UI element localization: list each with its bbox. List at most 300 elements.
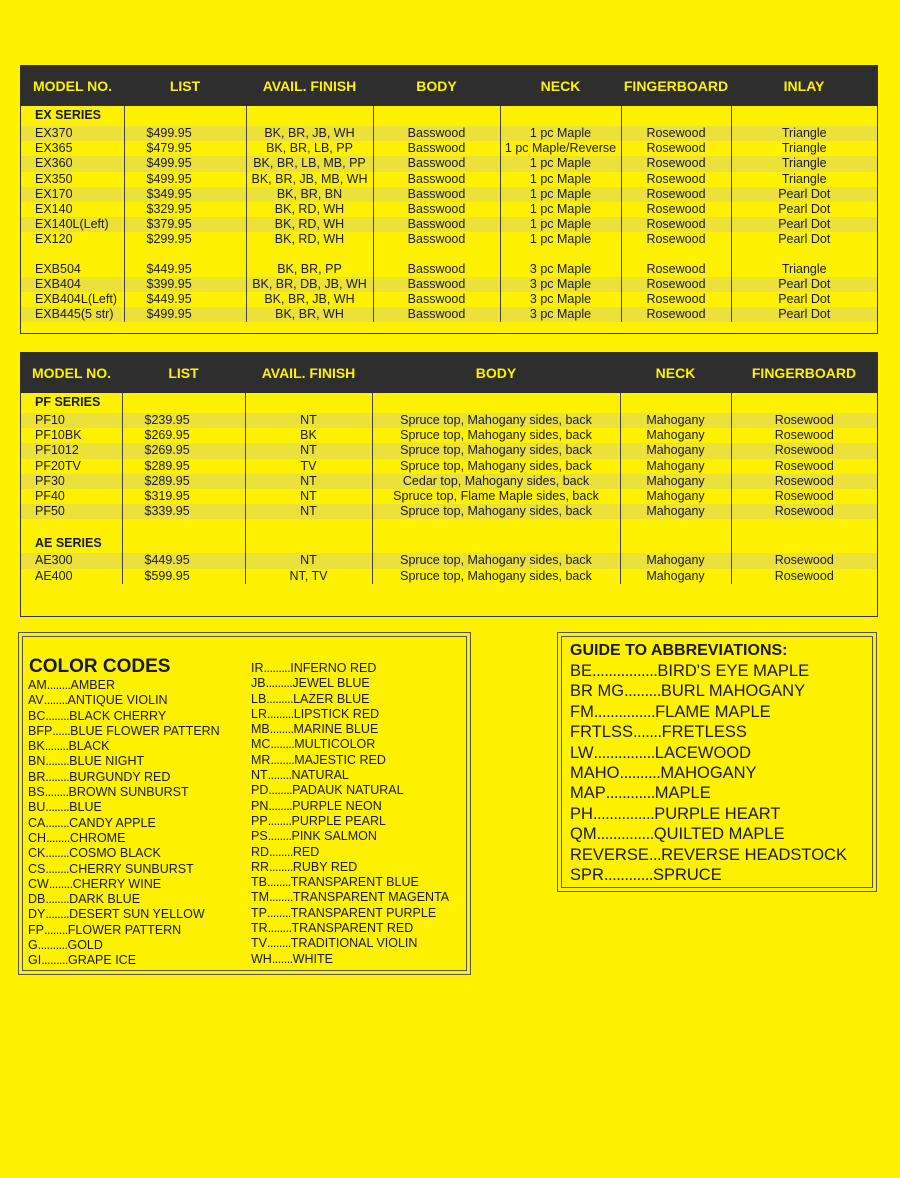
- table-row: [21, 141, 877, 156]
- spec-cell: Triangle: [731, 262, 877, 277]
- spec-cell: Triangle: [731, 126, 877, 141]
- spec-cell: Mahogany: [620, 459, 731, 474]
- leader-dots: ........: [46, 678, 71, 692]
- leader-dots: ...: [648, 845, 662, 864]
- ex-series-table-frame: [20, 65, 878, 334]
- leader-dots: .......: [271, 951, 293, 966]
- spec-cell: Spruce top, Mahogany sides, back: [372, 504, 620, 519]
- spec-cell: 1 pc Maple: [500, 232, 621, 247]
- color-code: WH: [251, 951, 272, 966]
- spec-cell: Basswood: [373, 126, 500, 141]
- color-code: CA: [28, 815, 46, 830]
- color-code-item: [28, 785, 220, 800]
- color-code-item: [251, 799, 449, 814]
- spec-cell: Pearl Dot: [731, 217, 877, 232]
- color-code: MC: [251, 737, 271, 752]
- spec-cell: NT: [245, 443, 372, 458]
- abbreviation-item: [570, 783, 847, 803]
- model-cell: EX170: [21, 187, 124, 202]
- table-row: [21, 443, 877, 458]
- color-code: MB: [251, 722, 270, 737]
- leader-dots: .........: [266, 691, 294, 706]
- color-code-item: [28, 953, 220, 968]
- abbreviations-box: [557, 632, 877, 892]
- model-cell: PF50: [21, 504, 122, 519]
- model-cell: EX120: [35, 232, 73, 247]
- table-row: [21, 262, 877, 277]
- price-cell: $499.95: [124, 307, 246, 322]
- color-code-item: [28, 892, 220, 907]
- color-code: AM: [28, 678, 47, 692]
- color-code-item: [28, 724, 220, 739]
- column-header: LIST: [122, 353, 245, 393]
- spec-cell: Rosewood: [621, 172, 731, 187]
- empty-cell: [731, 393, 877, 413]
- spec-cell: Rosewood: [621, 262, 731, 277]
- leader-dots: ........: [269, 859, 293, 874]
- empty-cell: [21, 248, 124, 262]
- color-code: BR: [28, 769, 46, 784]
- model-cell: EXB404: [21, 277, 124, 292]
- spec-cell: NT: [245, 489, 372, 504]
- abbreviation-meaning: PURPLE HEART: [654, 804, 781, 823]
- empty-cell: [731, 106, 877, 126]
- series-title: PF SERIES: [35, 395, 101, 410]
- table-row: [21, 277, 877, 292]
- abbreviation-item: [570, 804, 847, 824]
- color-name: JEWEL BLUE: [292, 676, 370, 691]
- leader-dots: ........: [267, 813, 292, 828]
- color-name: BROWN SUNBURST: [68, 785, 189, 800]
- abbreviation: BE: [570, 662, 593, 680]
- price-cell: $289.95: [122, 459, 245, 474]
- spec-cell: 1 pc Maple: [500, 202, 621, 217]
- color-name: CHERRY SUNBURST: [69, 861, 194, 876]
- spec-cell: Mahogany: [620, 504, 731, 519]
- leader-dots: .......: [632, 723, 662, 742]
- color-code-item: [28, 678, 220, 693]
- color-name: NATURAL: [291, 768, 349, 783]
- spec-cell: Spruce top, Mahogany sides, back: [372, 413, 620, 428]
- color-code: BFP: [28, 723, 53, 738]
- color-name: BURGUNDY RED: [69, 769, 171, 784]
- color-name: ANTIQUE VIOLIN: [67, 693, 168, 708]
- leader-dots: .........: [266, 706, 294, 721]
- color-code: BN: [28, 754, 46, 769]
- abbreviations-title: GUIDE TO ABBREVIATIONS:: [570, 642, 788, 659]
- color-code-item: [28, 907, 220, 922]
- color-code-item: [28, 800, 220, 815]
- leader-dots: ........: [270, 737, 295, 752]
- model-cell: EX140: [35, 202, 73, 217]
- leader-dots: ........: [43, 693, 68, 708]
- abbreviation-meaning: FLAME MAPLE: [655, 702, 771, 721]
- price-cell: $349.95: [124, 187, 246, 202]
- spec-cell: Pearl Dot: [731, 232, 877, 247]
- color-name: BLACK CHERRY: [69, 708, 167, 723]
- color-code-item: [251, 906, 449, 921]
- spec-cell: BK, BR, WH: [246, 307, 373, 322]
- spec-cell: BK, RD, WH: [246, 232, 373, 247]
- abbreviation-item: [570, 681, 847, 701]
- spec-cell: 3 pc Maple: [500, 262, 621, 277]
- spec-cell: Basswood: [373, 307, 500, 322]
- model-cell: EX140L(Left): [21, 217, 124, 232]
- color-name: DESERT SUN YELLOW: [69, 907, 205, 922]
- leader-dots: ......: [52, 723, 71, 738]
- color-code-item: [251, 860, 449, 875]
- model-cell: AE400: [35, 568, 73, 583]
- price-cell: $449.95: [124, 262, 246, 277]
- table-row: [21, 474, 877, 489]
- color-name: MAJESTIC RED: [294, 752, 386, 767]
- color-name: CHERRY WINE: [72, 876, 162, 891]
- spec-cell: BK, BR, LB, MB, PP: [246, 156, 373, 171]
- spec-cell: Mahogany: [620, 553, 731, 568]
- color-code-item: [251, 952, 449, 967]
- leader-dots: ........: [266, 875, 291, 890]
- series-heading-row: [21, 106, 877, 126]
- leader-dots: ..............: [596, 825, 654, 844]
- color-code-item: [251, 845, 449, 860]
- price-cell: $499.95: [124, 126, 246, 141]
- leader-dots: ........: [269, 890, 293, 905]
- abbreviation-item: [570, 722, 847, 742]
- abbreviation: FM: [570, 702, 594, 721]
- spec-cell: Spruce top, Mahogany sides, back: [372, 459, 620, 474]
- color-code: G: [28, 938, 38, 953]
- leader-dots: ........: [44, 739, 69, 754]
- empty-cell: [731, 533, 877, 553]
- empty-cell: [373, 248, 500, 262]
- column-header: AVAIL. FINISH: [245, 353, 372, 393]
- color-name: PURPLE NEON: [292, 798, 382, 813]
- model-cell: EX370: [21, 126, 124, 141]
- table-row: [21, 172, 877, 187]
- color-code-item: [28, 816, 220, 831]
- table-row: [21, 202, 877, 217]
- model-cell: EXB445(5 str): [21, 307, 124, 322]
- spec-cell: 3 pc Maple: [500, 307, 621, 322]
- spec-cell: Cedar top, Mahogany sides, back: [372, 474, 620, 489]
- spec-cell: BK, BR, PP: [246, 262, 373, 277]
- leader-dots: ........: [266, 936, 291, 951]
- model-cell: PF10BK: [35, 428, 82, 443]
- abbreviation: FRTLSS: [570, 723, 633, 742]
- series-title: EX SERIES: [35, 108, 101, 123]
- color-code-item: [28, 831, 220, 846]
- color-code-item: [28, 770, 220, 785]
- price-cell: $599.95: [122, 569, 245, 584]
- spec-cell: Rosewood: [621, 217, 731, 232]
- spec-cell: 3 pc Maple: [500, 292, 621, 307]
- color-code-item: [28, 862, 220, 877]
- spec-cell: Pearl Dot: [731, 292, 877, 307]
- leader-dots: .........: [263, 661, 291, 675]
- color-code: LR: [251, 706, 267, 721]
- leader-dots: ..........: [37, 938, 68, 953]
- leader-dots: ........: [267, 829, 292, 844]
- empty-cell: [372, 533, 620, 553]
- leader-dots: .........: [265, 676, 293, 691]
- spec-cell: Triangle: [731, 156, 877, 171]
- abbreviation-meaning: SPRUCE: [652, 865, 722, 884]
- leader-dots: ...............: [593, 743, 655, 762]
- spec-cell: Mahogany: [620, 474, 731, 489]
- price-cell: $299.95: [124, 232, 246, 247]
- empty-cell: [122, 393, 245, 413]
- color-code-item: [28, 938, 220, 953]
- empty-cell: [122, 519, 245, 533]
- color-code: NT: [251, 768, 268, 783]
- spec-cell: Rosewood: [621, 202, 731, 217]
- spec-cell: NT, TV: [245, 569, 372, 584]
- leader-dots: ........: [45, 907, 70, 922]
- column-header: BODY: [372, 353, 620, 393]
- column-header: FINGERBOARD: [731, 353, 877, 393]
- color-name: BLUE: [69, 800, 102, 815]
- leader-dots: ........: [43, 922, 68, 937]
- spec-cell: NT: [245, 504, 372, 519]
- spec-cell: TV: [245, 459, 372, 474]
- spec-cell: Rosewood: [621, 156, 731, 171]
- color-code: BC: [28, 708, 46, 723]
- abbreviation: PH: [570, 804, 593, 823]
- model-cell: EX350: [35, 171, 73, 186]
- spec-cell: BK, RD, WH: [246, 202, 373, 217]
- color-name: AMBER: [70, 678, 115, 692]
- column-header: INLAY: [731, 66, 877, 106]
- leader-dots: ........: [45, 754, 70, 769]
- color-name: WHITE: [292, 951, 333, 966]
- color-name: PURPLE PEARL: [291, 813, 386, 828]
- model-cell: PF1012: [21, 443, 122, 458]
- color-code-item: [28, 923, 220, 938]
- color-code: MR: [251, 752, 271, 767]
- color-code: PS: [251, 829, 268, 844]
- table-row: [21, 217, 877, 232]
- color-code: TB: [251, 875, 267, 890]
- color-code: BS: [28, 785, 45, 800]
- color-code-item: [251, 753, 449, 768]
- abbreviation-item: [570, 845, 847, 865]
- price-cell: $339.95: [122, 504, 245, 519]
- abbreviation: REVERSE: [570, 845, 649, 864]
- color-code: PP: [251, 813, 268, 828]
- color-code-item: [251, 737, 449, 752]
- color-name: GOLD: [67, 938, 103, 953]
- color-code-item: [251, 936, 449, 951]
- color-codes-box: [18, 632, 471, 975]
- color-code: BU: [28, 800, 46, 815]
- leader-dots: ........: [45, 815, 70, 830]
- column-header: AVAIL. FINISH: [246, 66, 373, 106]
- color-code-item: [251, 768, 449, 783]
- leader-dots: ........: [267, 768, 292, 783]
- leader-dots: ........: [270, 752, 295, 767]
- empty-cell: [124, 248, 246, 262]
- color-name: BLUE FLOWER PATTERN: [70, 723, 220, 738]
- table-row: [21, 504, 877, 519]
- spec-cell: NT: [245, 474, 372, 489]
- abbreviation-meaning: LACEWOOD: [654, 743, 752, 762]
- spec-cell: Pearl Dot: [731, 307, 877, 322]
- color-code-item: [28, 846, 220, 861]
- spec-cell: Spruce top, Mahogany sides, back: [372, 428, 620, 443]
- color-code: DY: [28, 907, 46, 922]
- table-row: [21, 413, 877, 428]
- color-code: TV: [251, 936, 267, 951]
- color-code-item: [251, 783, 449, 798]
- color-name: MARINE BLUE: [293, 722, 379, 737]
- empty-cell: [620, 533, 731, 553]
- table-row: [21, 569, 877, 584]
- color-code-item: [251, 875, 449, 890]
- color-code-item: [251, 722, 449, 737]
- spec-cell: Rosewood: [621, 292, 731, 307]
- spec-cell: Mahogany: [620, 569, 731, 584]
- abbreviation-meaning: BURL MAHOGANY: [660, 682, 806, 701]
- spec-cell: BK, BR, DB, JB, WH: [246, 277, 373, 292]
- spec-cell: Basswood: [373, 277, 500, 292]
- color-code: RD: [251, 844, 270, 859]
- empty-cell: [246, 248, 373, 262]
- leader-dots: ...............: [592, 804, 655, 823]
- color-code: PD: [251, 783, 269, 798]
- leader-dots: ............: [605, 784, 655, 803]
- spec-cell: Pearl Dot: [731, 187, 877, 202]
- spec-cell: 1 pc Maple: [500, 126, 621, 141]
- spec-cell: Basswood: [373, 262, 500, 277]
- spec-cell: Rosewood: [731, 474, 877, 489]
- series-title: AE SERIES: [35, 535, 102, 550]
- color-name: PINK SALMON: [291, 829, 377, 844]
- color-code-item: [251, 829, 449, 844]
- color-code-item: [251, 661, 449, 676]
- spec-cell: BK, BR, LB, PP: [246, 141, 373, 156]
- abbreviation-meaning: QUILTED MAPLE: [653, 825, 785, 844]
- leader-dots: ........: [269, 844, 293, 859]
- spacer-row: [21, 519, 877, 533]
- spec-cell: Mahogany: [620, 443, 731, 458]
- spec-cell: BK: [245, 428, 372, 443]
- spec-cell: Basswood: [373, 292, 500, 307]
- color-code: TR: [251, 921, 268, 936]
- color-code-item: [251, 814, 449, 829]
- abbreviation: MAP: [570, 784, 606, 803]
- leader-dots: ........: [268, 783, 293, 798]
- leader-dots: ........: [267, 921, 292, 936]
- spec-cell: Rosewood: [731, 569, 877, 584]
- price-cell: $499.95: [124, 156, 246, 171]
- color-codes-right-column: [251, 661, 449, 967]
- color-code-item: [251, 921, 449, 936]
- color-name: BLUE NIGHT: [69, 754, 145, 769]
- color-code: BK: [28, 739, 45, 754]
- abbreviation-item: [570, 661, 847, 681]
- empty-cell: [731, 519, 877, 533]
- spec-cell: Spruce top, Mahogany sides, back: [372, 553, 620, 568]
- leader-dots: ........: [45, 800, 70, 815]
- spec-cell: BK, RD, WH: [246, 217, 373, 232]
- price-cell: $399.95: [124, 277, 246, 292]
- spec-cell: Pearl Dot: [731, 202, 877, 217]
- column-header: FINGERBOARD: [621, 66, 731, 106]
- table-row: [21, 187, 877, 202]
- table-row: [21, 553, 877, 568]
- abbreviation-meaning: MAPLE: [654, 784, 711, 803]
- abbreviation-item: [570, 763, 847, 783]
- color-code: CK: [28, 846, 46, 861]
- spec-cell: 3 pc Maple: [500, 277, 621, 292]
- ex-series-table: [21, 66, 877, 322]
- color-code: CS: [28, 861, 46, 876]
- model-cell: PF30: [21, 474, 122, 489]
- spec-cell: Basswood: [373, 232, 500, 247]
- leader-dots: ........: [268, 798, 293, 813]
- abbreviation-meaning: MAHOGANY: [660, 763, 757, 782]
- leader-dots: ........: [45, 861, 70, 876]
- spec-cell: Rosewood: [621, 232, 731, 247]
- color-code: JB: [251, 676, 266, 691]
- spec-cell: Basswood: [373, 141, 500, 156]
- price-cell: $289.95: [122, 474, 245, 489]
- abbreviation: BR MG: [570, 682, 625, 701]
- color-code-item: [28, 754, 220, 769]
- price-cell: $499.95: [124, 172, 246, 187]
- spec-cell: 1 pc Maple: [500, 156, 621, 171]
- empty-cell: [500, 106, 621, 126]
- color-name: MULTICOLOR: [294, 737, 376, 752]
- color-name: TRANSPARENT RED: [291, 921, 414, 936]
- spec-cell: NT: [245, 553, 372, 568]
- color-code: FP: [28, 922, 44, 937]
- spec-cell: BK, BR, JB, WH: [246, 292, 373, 307]
- column-header: MODEL NO.: [21, 353, 122, 393]
- spec-cell: BK, BR, BN: [246, 187, 373, 202]
- spec-cell: Rosewood: [731, 459, 877, 474]
- empty-cell: [245, 519, 372, 533]
- color-name: CHROME: [69, 830, 126, 845]
- column-header: MODEL NO.: [21, 66, 124, 106]
- spec-cell: Basswood: [373, 187, 500, 202]
- color-code: LB: [251, 691, 267, 706]
- color-codes-left-column: [28, 678, 220, 969]
- spec-cell: Basswood: [373, 172, 500, 187]
- table-row: [21, 428, 877, 443]
- spec-cell: Spruce top, Mahogany sides, back: [372, 569, 620, 584]
- color-name: LIPSTICK RED: [293, 706, 380, 721]
- color-name: CANDY APPLE: [69, 815, 156, 830]
- color-code: AV: [28, 693, 44, 708]
- color-name: BLACK: [68, 739, 110, 754]
- abbreviation-item: [570, 824, 847, 844]
- color-name: INFERNO RED: [290, 661, 377, 675]
- spacer-row: [21, 248, 877, 262]
- pf-ae-series-table: [21, 353, 877, 584]
- price-cell: $449.95: [122, 553, 245, 568]
- color-code-item: [28, 739, 220, 754]
- abbreviations-list: [570, 661, 847, 885]
- empty-cell: [372, 519, 620, 533]
- leader-dots: ............: [603, 865, 653, 884]
- price-cell: $239.95: [122, 413, 245, 428]
- color-name: TRADITIONAL VIOLIN: [290, 936, 418, 951]
- price-cell: $269.95: [122, 428, 245, 443]
- spec-cell: 1 pc Maple/Reverse: [500, 141, 621, 156]
- color-name: COSMO BLACK: [69, 846, 161, 861]
- abbreviation-item: [570, 702, 847, 722]
